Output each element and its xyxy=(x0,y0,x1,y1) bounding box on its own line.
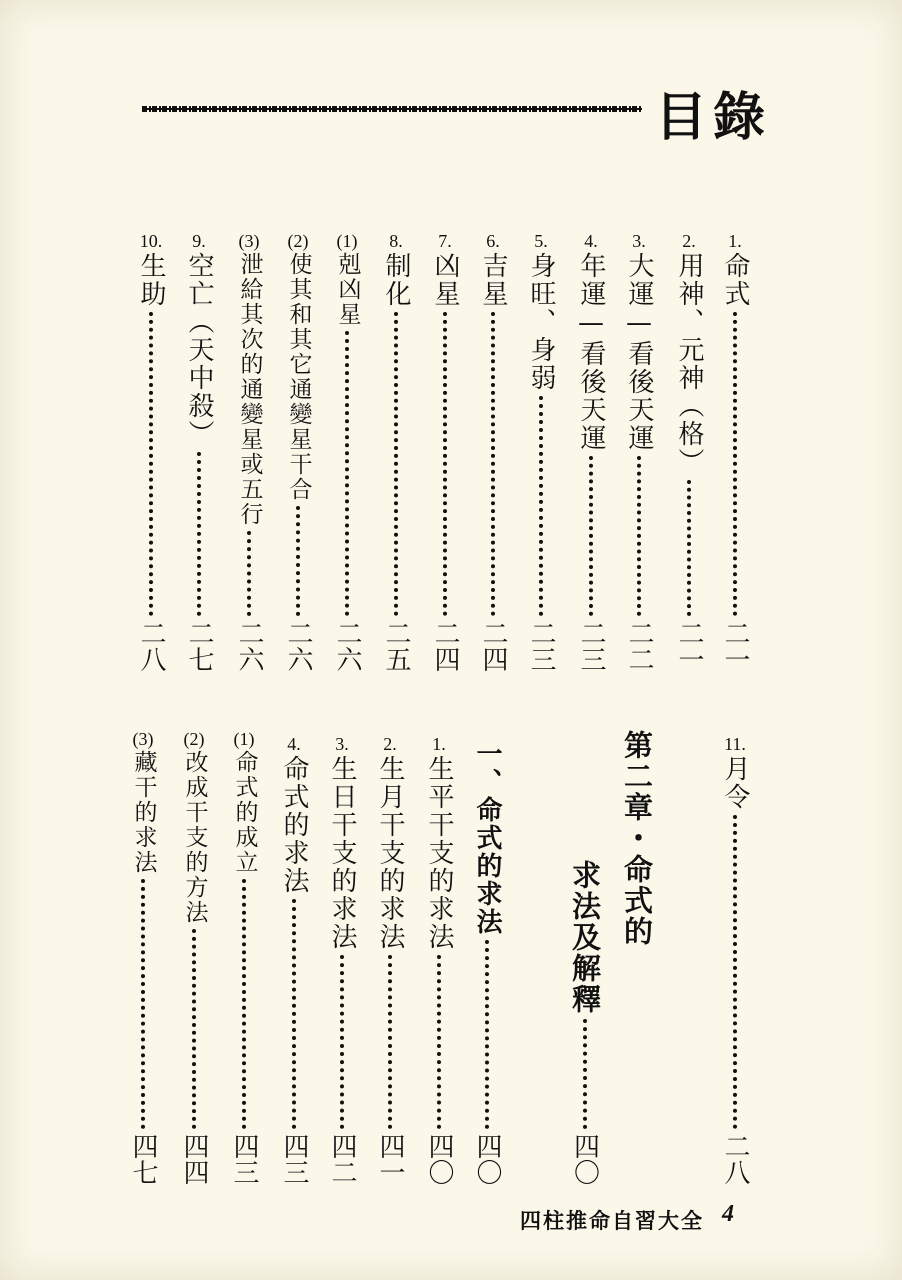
toc-entry[interactable] xyxy=(528,232,554,672)
entry-title: 吉星 xyxy=(478,252,508,308)
entry-title: 生助 xyxy=(136,252,166,308)
chapter-heading[interactable] xyxy=(620,730,654,947)
entry-title: 使其和其它通變星干合 xyxy=(285,252,312,502)
dot-leader xyxy=(192,929,196,1129)
dot-leader xyxy=(443,312,447,616)
entry-title: 藏干的求法 xyxy=(130,750,157,875)
entry-number: (1) xyxy=(336,231,358,251)
header-rule xyxy=(142,103,642,115)
dot-leader xyxy=(637,456,641,616)
entry-title: 年運—看後天運 xyxy=(576,252,606,452)
entry-number: 7. xyxy=(438,231,452,251)
entry-page: 二一 xyxy=(720,620,750,672)
entry-title: 制化 xyxy=(381,252,411,308)
dot-leader xyxy=(141,879,145,1129)
dot-leader xyxy=(345,331,349,616)
toc-entry[interactable] xyxy=(334,232,360,672)
entry-number: 3. xyxy=(632,231,646,251)
entry-page: 二五 xyxy=(381,620,411,672)
entry-page: 四〇 xyxy=(569,1133,600,1185)
chapter-title-line1: 第二章・命式的 xyxy=(620,730,654,947)
entry-page: 四一 xyxy=(375,1133,405,1185)
entry-page: 二四 xyxy=(478,620,508,672)
toc-entry[interactable] xyxy=(231,730,257,1185)
entry-title: 泄給其次的通變星或五行 xyxy=(236,252,263,527)
section-title: 一、命式的求法 xyxy=(472,740,502,936)
toc-entry[interactable] xyxy=(130,730,156,1185)
dot-leader xyxy=(437,955,441,1129)
dot-leader xyxy=(491,312,495,616)
entry-page: 四二 xyxy=(327,1133,357,1185)
entry-number: 6. xyxy=(486,231,500,251)
toc-entry[interactable] xyxy=(676,232,702,672)
entry-number: 2. xyxy=(383,734,397,754)
entry-number: (3) xyxy=(132,729,154,749)
entry-page: 四三 xyxy=(229,1133,259,1185)
entry-title: 空亡（天中殺） xyxy=(184,252,214,448)
toc-entry[interactable] xyxy=(281,735,307,1185)
dot-leader xyxy=(149,312,153,616)
entry-title: 剋凶星 xyxy=(334,252,361,327)
entry-page: 二一 xyxy=(674,620,704,672)
footer-book-title: 四柱推命自習大全 xyxy=(520,1208,704,1233)
dot-leader xyxy=(292,899,296,1129)
entry-number: 9. xyxy=(192,231,206,251)
entry-page: 二八 xyxy=(136,620,166,672)
toc-entry[interactable] xyxy=(138,232,164,672)
footer-page-number: 4 xyxy=(722,1201,734,1227)
dot-leader xyxy=(589,456,593,616)
toc-entry[interactable] xyxy=(480,232,506,672)
entry-page: 二七 xyxy=(184,620,214,672)
toc-entry[interactable] xyxy=(426,735,452,1185)
entry-page: 二八 xyxy=(720,1133,750,1185)
toc-entry[interactable] xyxy=(285,232,311,672)
entry-number: 4. xyxy=(287,734,301,754)
entry-number: 2. xyxy=(682,231,696,251)
toc-entry[interactable] xyxy=(181,730,207,1185)
toc-entry[interactable] xyxy=(377,735,403,1185)
entry-title: 生月干支的求法 xyxy=(375,755,405,951)
entry-page: 二二 xyxy=(624,620,654,672)
chapter-title-line2: 求法及解釋 xyxy=(568,860,602,1015)
entry-title: 凶星 xyxy=(430,252,460,308)
toc-entry[interactable] xyxy=(474,740,500,1185)
entry-number: 4. xyxy=(584,231,598,251)
dot-leader xyxy=(340,955,344,1129)
dot-leader xyxy=(197,452,201,616)
entry-number: 8. xyxy=(389,231,403,251)
entry-title: 身旺、身弱 xyxy=(526,252,556,392)
entry-page: 四〇 xyxy=(472,1133,502,1185)
entry-title: 命式的求法 xyxy=(279,755,309,895)
entry-page: 二六 xyxy=(332,620,362,672)
toc-entry[interactable] xyxy=(626,232,652,672)
entry-title: 命式 xyxy=(720,252,750,308)
toc-entry[interactable] xyxy=(568,730,602,1185)
entry-page: 四七 xyxy=(128,1133,158,1185)
entry-number: 5. xyxy=(534,231,548,251)
toc-entry[interactable] xyxy=(722,735,748,1185)
dot-leader xyxy=(485,940,489,1129)
toc-entry[interactable] xyxy=(329,735,355,1185)
entry-page: 二六 xyxy=(234,620,264,672)
entry-number: (1) xyxy=(233,729,255,749)
toc-entry[interactable] xyxy=(432,232,458,672)
entry-page: 二四 xyxy=(430,620,460,672)
entry-title: 大運—看後天運 xyxy=(624,252,654,452)
entry-title: 命式的成立 xyxy=(231,750,258,875)
dot-leader xyxy=(687,480,691,616)
entry-page: 二三 xyxy=(526,620,556,672)
entry-page: 四四 xyxy=(179,1133,209,1185)
entry-page: 四〇 xyxy=(424,1133,454,1185)
dot-leader xyxy=(733,312,737,616)
entry-title: 生日干支的求法 xyxy=(327,755,357,951)
toc-entry[interactable] xyxy=(383,232,409,672)
entry-number: 3. xyxy=(335,734,349,754)
dot-leader xyxy=(539,396,543,616)
toc-entry[interactable] xyxy=(722,232,748,672)
entry-page: 四三 xyxy=(279,1133,309,1185)
dot-leader xyxy=(247,531,251,616)
entry-title: 改成干支的方法 xyxy=(181,750,208,925)
toc-entry[interactable] xyxy=(236,232,262,672)
dot-leader xyxy=(394,312,398,616)
entry-number: 1. xyxy=(728,231,742,251)
entry-page: 二三 xyxy=(576,620,606,672)
entry-title: 用神、元神（格） xyxy=(674,252,704,476)
dot-leader xyxy=(733,815,737,1129)
toc-entry[interactable] xyxy=(186,232,212,672)
entry-title: 月令 xyxy=(720,755,750,811)
entry-number: (3) xyxy=(238,231,260,251)
entry-number: (2) xyxy=(287,231,309,251)
entry-number: 10. xyxy=(139,231,163,251)
entry-number: 1. xyxy=(432,734,446,754)
entry-number: (2) xyxy=(183,729,205,749)
dot-leader xyxy=(296,506,300,616)
dot-leader xyxy=(388,955,392,1129)
dot-leader xyxy=(583,1019,587,1129)
entry-title: 生平干支的求法 xyxy=(424,755,454,951)
dot-leader xyxy=(242,879,246,1129)
entry-page: 二六 xyxy=(283,620,313,672)
entry-number: 11. xyxy=(724,734,746,754)
page-title: 目錄 xyxy=(655,88,772,148)
toc-entry[interactable] xyxy=(578,232,604,672)
